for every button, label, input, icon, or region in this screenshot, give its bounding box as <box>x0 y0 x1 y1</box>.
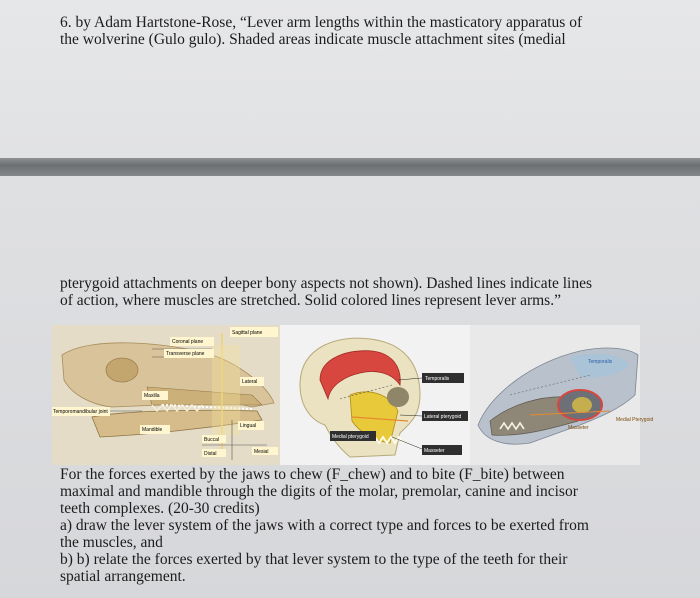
page-divider <box>0 158 700 176</box>
label-b-masseter: Masseter <box>424 448 445 454</box>
human-skull-panel <box>280 325 470 465</box>
label-distal: Distal <box>204 451 217 457</box>
label-b-temporalis: Temporalis <box>425 376 450 382</box>
human-skull-drawing <box>280 325 470 465</box>
label-maxilla: Maxilla <box>144 393 160 399</box>
label-c-temporalis: Temporalis <box>588 359 613 365</box>
body-line-5: the muscles, and <box>60 534 163 551</box>
skull-planes-drawing <box>52 325 280 465</box>
title-line-1: 6. by Adam Hartstone-Rose, “Lever arm lengths within the masticatory apparatus of <box>60 14 583 31</box>
desc-line-1: pterygoid attachments on deeper bony aspects not shown). Dashed lines indicate lines <box>60 275 593 292</box>
label-transverse: Transverse plane <box>166 351 205 357</box>
label-c-medial-pterygoid: Medial Pterygoid <box>616 417 654 423</box>
label-b-medial-pterygoid: Medial pterygoid <box>332 434 369 440</box>
question-title <box>60 14 670 48</box>
question-body <box>60 466 640 585</box>
wolverine-skull-panel <box>470 325 654 465</box>
body-line-1: For the forces exerted by the jaws to chew (F_chew) and to bite (F_bite) between <box>60 466 565 483</box>
label-tmj: Temporomandibular joint <box>53 409 108 415</box>
label-mandible: Mandible <box>142 427 163 433</box>
label-sagittal: Sagittal plane <box>232 330 263 336</box>
wolverine-skull-drawing <box>470 325 654 465</box>
figure-description <box>60 275 660 309</box>
skull-planes-panel <box>52 325 280 465</box>
body-line-2: maximal and mandible through the digits of the molar, premolar, canine and incisor <box>60 483 578 500</box>
label-c-masseter: Masseter <box>568 425 589 431</box>
desc-line-2: of action, where muscles are stretched. Solid colored lines represent lever arms.” <box>60 292 561 309</box>
body-line-7: spatial arrangement. <box>60 568 186 585</box>
label-lingual: Lingual <box>240 423 257 429</box>
label-b-lateral-pterygoid: Lateral pterygoid <box>424 414 462 420</box>
label-buccal: Buccal <box>204 437 220 443</box>
label-mesial: Mesial <box>254 449 269 455</box>
title-line-2: the wolverine (Gulo gulo). Shaded areas indicate muscle attachment sites (medial <box>60 31 566 48</box>
label-coronal: Coronal plane <box>172 339 204 345</box>
body-line-4: a) draw the lever system of the jaws with a correct type and forces to be exerted from <box>60 517 589 534</box>
skull-figure <box>52 325 654 465</box>
body-line-3: teeth complexes. (20-30 credits) <box>60 500 260 517</box>
body-line-6: b) b) relate the forces exerted by that lever system to the type of the teeth for their <box>60 551 568 568</box>
label-lateral: Lateral <box>242 379 258 385</box>
